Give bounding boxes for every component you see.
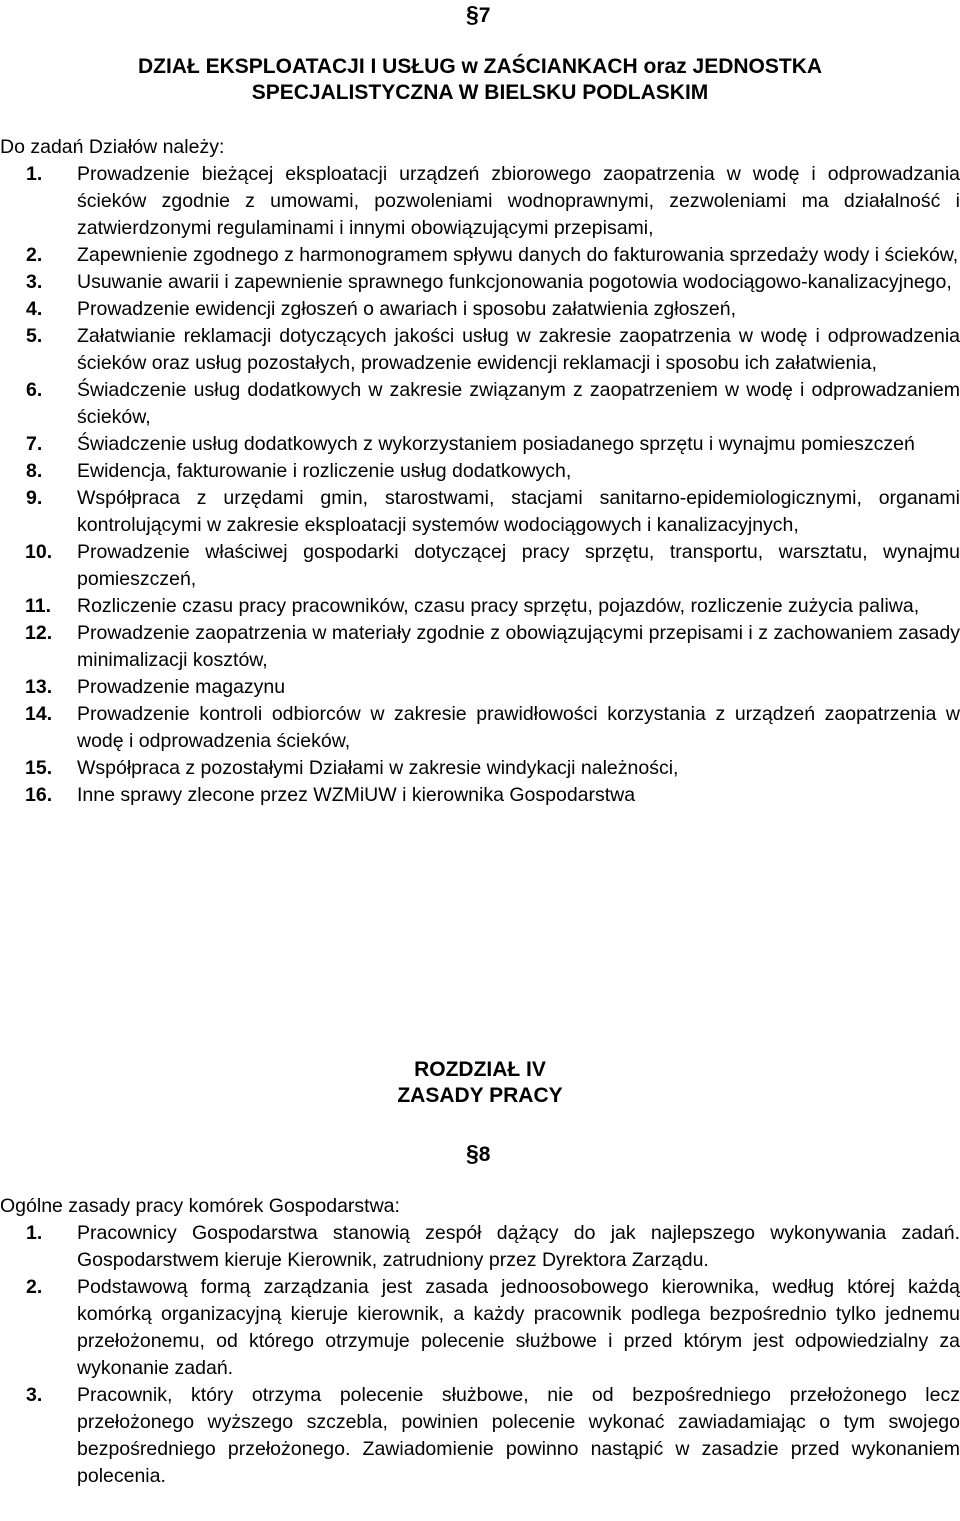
item-text: Współpraca z urzędami gmin, starostwami, stacjami sanitarno-epidemiologicznymi, organami kontrolującymi w zakresie eksploatacji systemów wodociągowych i kanalizacyjnych, [77, 487, 960, 536]
item-text: Prowadzenie właściwej gospodarki dotyczącej pracy sprzętu, transportu, warsztatu, wynajmu pomieszczeń, [77, 541, 960, 590]
list-item [0, 431, 960, 458]
department-title-line2: SPECJALISTYCZNA W BIELSKU PODLASKIM [251, 81, 709, 104]
list-item [0, 539, 960, 593]
item-text: Świadczenie usług dodatkowych z wykorzystaniem posiadanego sprzętu i wynajmu pomieszczeń [77, 433, 915, 455]
item-number: 13. [25, 676, 53, 698]
item-number: 16. [25, 784, 53, 806]
section-mark-8 [466, 1141, 490, 1167]
item-number: 1. [26, 163, 43, 185]
item-number: 1. [26, 1222, 43, 1244]
item-number: 11. [25, 595, 52, 617]
list-item [0, 1220, 960, 1274]
item-number: 8. [26, 460, 43, 482]
item-number: 7. [26, 433, 43, 455]
section-symbol: § [466, 1, 479, 27]
item-number: 3. [26, 271, 43, 293]
chapter-title-line1: ROZDZIAŁ IV [414, 1058, 546, 1081]
item-number: 3. [26, 1384, 43, 1406]
item-text: Pracownik, który otrzyma polecenie służbowe, nie od bezpośredniego przełożonego lecz przełożonego wyższego szczebla, powinien polecenie wykonać zawiadamiając o tym swojego bezpośredniego przełożonego. Zawiadomienie powinno nastąpić w zasadzie przed wykonaniem polecenia. [77, 1384, 960, 1487]
section7-intro: Do zadań Działów należy: [0, 136, 225, 158]
list-item [0, 323, 960, 377]
chapter-title-line2: ZASADY PRACY [397, 1084, 563, 1107]
list-item [0, 620, 960, 674]
item-text: Załatwianie reklamacji dotyczących jakości usług w zakresie zaopatrzenia w wodę i odprowadzenia ścieków oraz usług pozostałych, prowadzenie ewidencji reklamacji i sposobu ich załatwienia, [77, 325, 960, 374]
list-item [0, 593, 960, 620]
section-symbol: § [466, 1140, 479, 1166]
list-item [0, 701, 960, 755]
item-text: Prowadzenie magazynu [77, 676, 286, 698]
list-item [0, 485, 960, 539]
item-text: Prowadzenie kontroli odbiorców w zakresie prawidłowości korzystania z urządzeń zaopatrzenia w wodę i odprowadzenia ścieków, [77, 703, 960, 752]
list-item [0, 161, 960, 242]
item-text: Prowadzenie zaopatrzenia w materiały zgodnie z obowiązującymi przepisami i z zachowaniem zasady minimalizacji kosztów, [77, 622, 960, 671]
item-text: Prowadzenie ewidencji zgłoszeń o awariach i sposobu załatwienia zgłoszeń, [77, 298, 737, 320]
item-number: 5. [26, 325, 43, 347]
list-item [0, 269, 960, 296]
item-number: 10. [25, 541, 53, 563]
item-text: Prowadzenie bieżącej eksploatacji urządzeń zbiorowego zaopatrzenia w wodę i odprowadzania ścieków zgodnie z umowami, pozwoleniami wodnoprawnymi, zezwoleniami ma działalność i zatwierdzonymi regulaminami i innymi obowiązującymi przepisami, [77, 163, 960, 239]
item-number: 2. [26, 244, 43, 266]
item-number: 9. [26, 487, 43, 509]
item-text: Rozliczenie czasu pracy pracowników, czasu pracy sprzętu, pojazdów, rozliczenie zużycia paliwa, [77, 595, 920, 617]
list-item [0, 1382, 960, 1490]
list-item [0, 755, 960, 782]
item-text: Pracownicy Gospodarstwa stanowią zespół dążący do jak najlepszego wykonywania zadań. Gospodarstwem kieruje Kierownik, zatrudniony przez Dyrektora Zarządu. [77, 1222, 960, 1271]
item-text: Ewidencja, fakturowanie i rozliczenie usług dodatkowych, [77, 460, 572, 482]
department-title [0, 54, 960, 106]
list-item [0, 377, 960, 431]
item-text: Współpraca z pozostałymi Działami w zakresie windykacji należności, [77, 757, 679, 779]
list-item [0, 1274, 960, 1382]
item-text: Zapewnienie zgodnego z harmonogramem spływu danych do fakturowania sprzedaży wody i ścieków, [77, 244, 959, 266]
section-number: 7 [478, 4, 491, 27]
work-principles-list [0, 1220, 960, 1490]
item-number: 12. [25, 622, 53, 644]
department-title-line1: DZIAŁ EKSPLOATACJI I USŁUG w ZAŚCIANKACH oraz JEDNOSTKA [137, 55, 823, 78]
item-text: Inne sprawy zlecone przez WZMiUW i kierownika Gospodarstwa [77, 784, 636, 806]
item-number: 6. [26, 379, 43, 401]
section-mark-7 [466, 2, 490, 28]
list-item [0, 782, 960, 809]
chapter-title [0, 1057, 960, 1109]
item-text: Podstawową formą zarządzania jest zasada jednoosobowego kierownika, według której każdą komórką organizacyjną kieruje kierownik, a każdy pracownik podlega bezpośrednio tylko jednemu przełożonemu, od którego otrzymuje polecenie służbowe i przed którym jest odpowiedzialny za wykonanie zadań. [77, 1276, 960, 1379]
item-number: 15. [25, 757, 53, 779]
item-text: Świadczenie usług dodatkowych w zakresie związanym z zaopatrzeniem w wodę i odprowadzaniem ścieków, [77, 379, 960, 428]
department-tasks-list [0, 161, 960, 809]
list-item [0, 674, 960, 701]
item-number: 2. [26, 1276, 43, 1298]
item-number: 4. [26, 298, 43, 320]
list-item [0, 458, 960, 485]
section8-intro: Ogólne zasady pracy komórek Gospodarstwa: [0, 1195, 400, 1217]
section-number: 8 [478, 1143, 491, 1166]
item-text: Usuwanie awarii i zapewnienie sprawnego funkcjonowania pogotowia wodociągowo-kanalizacyjnego, [77, 271, 952, 293]
list-item [0, 242, 960, 269]
list-item [0, 296, 960, 323]
item-number: 14. [25, 703, 53, 725]
